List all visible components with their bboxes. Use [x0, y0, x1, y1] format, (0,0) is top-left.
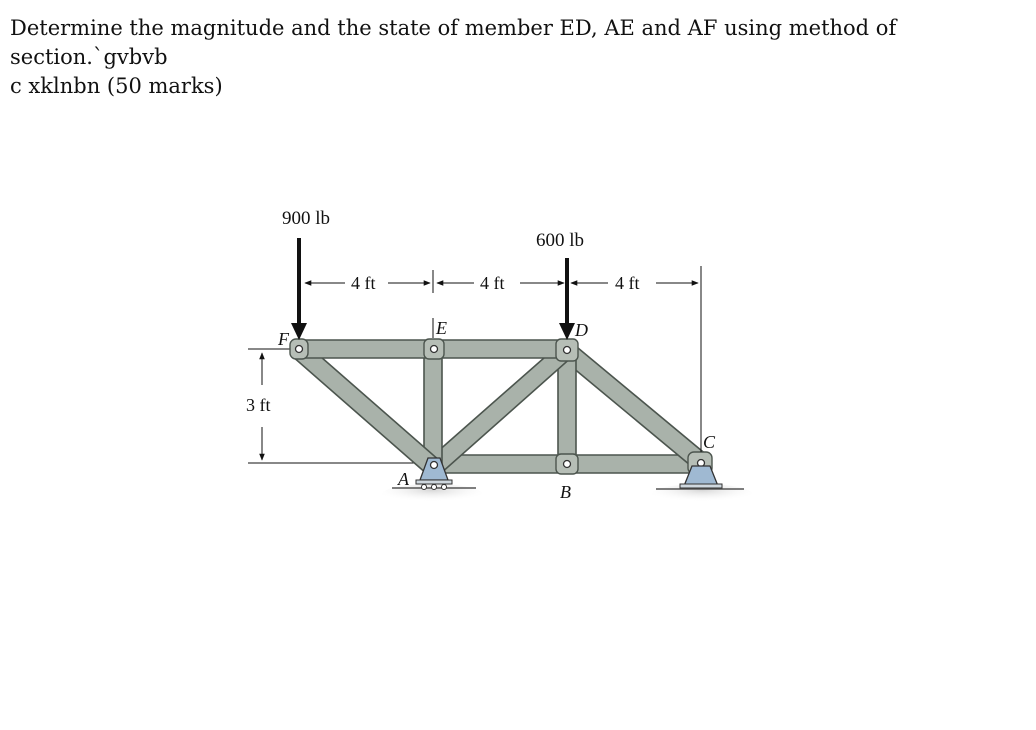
joint-label-f: F	[278, 329, 289, 349]
member-fa	[292, 343, 440, 474]
truss-members	[292, 340, 708, 474]
pin-b	[564, 461, 571, 468]
dim-label-height: 3 ft	[246, 395, 271, 415]
dim-label-fe: 4 ft	[351, 273, 376, 293]
question-line-1: Determine the magnitude and the state of member ED, AE and AF using method of section.`gvbvb	[10, 16, 897, 69]
load-label-f: 900 lb	[282, 208, 331, 229]
joint-label-c: C	[703, 432, 716, 452]
pin-d	[564, 347, 571, 354]
member-dc	[560, 343, 708, 470]
member-ea	[424, 348, 442, 466]
joint-label-a: A	[398, 469, 409, 489]
load-label-d: 600 lb	[536, 230, 585, 251]
joint-label-d: D	[575, 320, 588, 340]
pin-e	[431, 346, 438, 353]
joint-label-b: B	[560, 482, 571, 502]
joint-label-e: E	[436, 318, 447, 338]
pin-f	[296, 346, 303, 353]
dim-label-ed: 4 ft	[480, 273, 505, 293]
dim-label-dc: 4 ft	[615, 273, 640, 293]
question-line-2: c xklnbn (50 marks)	[10, 74, 223, 98]
